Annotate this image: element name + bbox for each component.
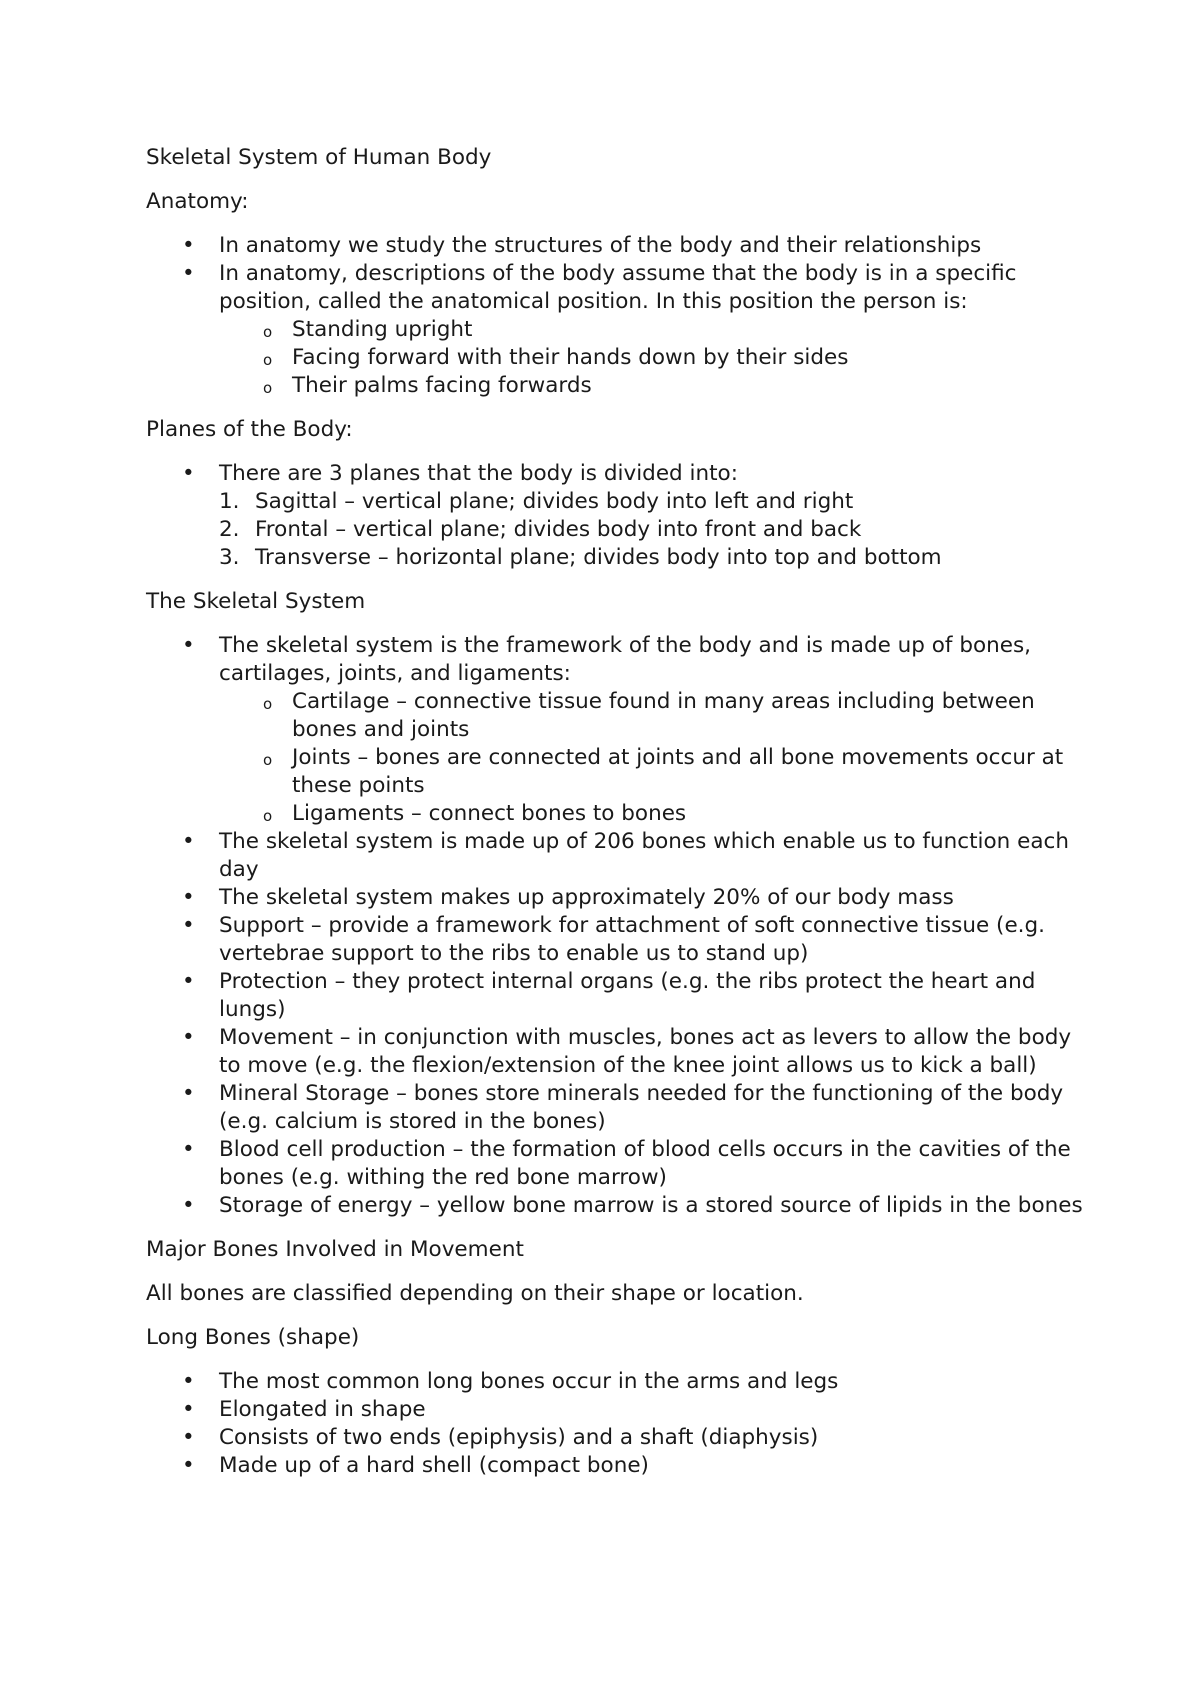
anatomical-position-sublist <box>219 316 1086 400</box>
anatomy-heading: Anatomy: <box>146 189 249 214</box>
list-item: • Made up of a hard shell (compact bone) <box>146 1452 1086 1480</box>
major-bones-heading: Major Bones Involved in Movement <box>146 1237 524 1262</box>
long-bones-list <box>146 1368 1086 1480</box>
list-item-text: There are 3 planes that the body is divided into: <box>219 461 738 486</box>
numbered-item <box>146 544 1086 572</box>
list-item: • Storage of energy – yellow bone marrow is a stored source of lipids in the bones <box>146 1192 1086 1220</box>
list-item-text: In anatomy, descriptions of the body assume that the body is in a specific position, called the anatomical position. In this position the person is: <box>219 261 1017 314</box>
anatomy-list <box>146 232 1086 400</box>
list-item: • Movement – in conjunction with muscles, bones act as levers to allow the body to move (e.g. the flexion/extension of the knee joint allows us to kick a ball) <box>146 1024 1086 1080</box>
sub-list-item: o Their palms facing forwards <box>219 372 1086 400</box>
list-item: • Support – provide a framework for attachment of soft connective tissue (e.g. vertebrae support to the ribs to enable us to stand up) <box>146 912 1086 968</box>
sub-list-item: o Cartilage – connective tissue found in many areas including between bones and joints <box>219 688 1086 744</box>
major-bones-intro: All bones are classified depending on their shape or location. <box>146 1281 804 1306</box>
item-text: Transverse – horizontal plane; divides body into top and bottom <box>255 545 942 570</box>
sub-list-item: o Facing forward with their hands down by their sides <box>219 344 1086 372</box>
list-item: • The most common long bones occur in the arms and legs <box>146 1368 1086 1396</box>
list-item: • The skeletal system makes up approximately 20% of our body mass <box>146 884 1086 912</box>
long-bones-heading: Long Bones (shape) <box>146 1325 360 1350</box>
skeletal-components-sublist <box>219 688 1086 828</box>
list-item-text: In anatomy we study the structures of the body and their relationships <box>219 233 982 258</box>
list-item: • The skeletal system is made up of 206 bones which enable us to function each day <box>146 828 1086 884</box>
list-item: • Blood cell production – the formation of blood cells occurs in the cavities of the bones (e.g. withing the red bone marrow) <box>146 1136 1086 1192</box>
sub-list-item: o Joints – bones are connected at joints and all bone movements occur at these points <box>219 744 1086 800</box>
item-number: 2. <box>219 517 240 542</box>
sub-list-item: o Standing upright <box>219 316 1086 344</box>
sub-list-item: o Ligaments – connect bones to bones <box>219 800 1086 828</box>
item-number: 3. <box>219 545 240 570</box>
planes-list <box>146 460 1086 572</box>
list-item <box>146 260 1086 400</box>
list-item <box>146 232 1086 260</box>
list-item <box>146 632 1086 828</box>
document-title: Skeletal System of Human Body <box>146 145 492 170</box>
list-item: • Elongated in shape <box>146 1396 1086 1424</box>
item-text: Sagittal – vertical plane; divides body into left and right <box>255 489 854 514</box>
planes-numbered-list <box>146 488 1086 572</box>
list-item-text: The skeletal system is the framework of the body and is made up of bones, cartilages, joints, and ligaments: <box>219 633 1032 686</box>
skeletal-list <box>146 632 1086 1220</box>
list-item <box>146 460 1086 572</box>
item-number: 1. <box>219 489 240 514</box>
item-text: Frontal – vertical plane; divides body into front and back <box>255 517 862 542</box>
list-item: • Protection – they protect internal organs (e.g. the ribs protect the heart and lungs) <box>146 968 1086 1024</box>
skeletal-heading: The Skeletal System <box>146 589 366 614</box>
list-item: • Mineral Storage – bones store minerals needed for the functioning of the body (e.g. calcium is stored in the bones) <box>146 1080 1086 1136</box>
document-page <box>146 144 1086 1496</box>
numbered-item <box>146 516 1086 544</box>
planes-heading: Planes of the Body: <box>146 417 353 442</box>
numbered-item <box>146 488 1086 516</box>
list-item: • Consists of two ends (epiphysis) and a shaft (diaphysis) <box>146 1424 1086 1452</box>
